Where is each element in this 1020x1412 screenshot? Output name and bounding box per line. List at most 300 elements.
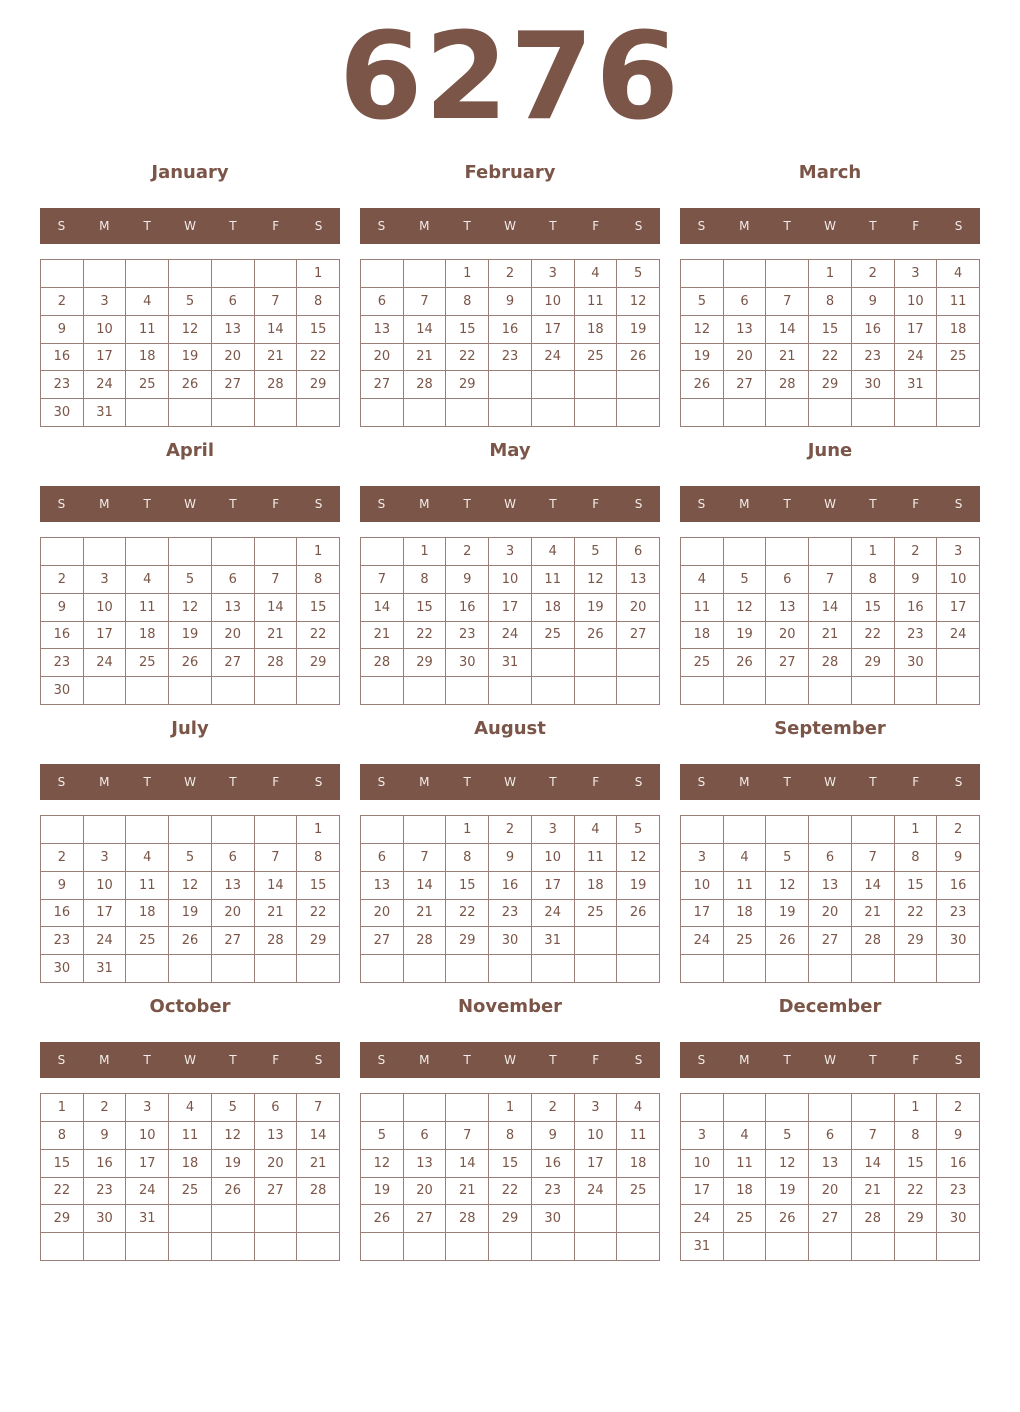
empty-cell <box>84 1233 127 1261</box>
empty-cell <box>212 677 255 705</box>
day-cell: 1 <box>41 1094 84 1122</box>
day-cell: 24 <box>84 649 127 677</box>
day-grid <box>40 537 340 705</box>
day-cell: 21 <box>446 1178 489 1206</box>
day-cell: 9 <box>41 316 84 344</box>
day-cell: 17 <box>681 900 724 928</box>
empty-cell <box>84 260 127 288</box>
day-cell: 25 <box>937 344 980 372</box>
day-cell: 19 <box>617 872 660 900</box>
day-cell: 17 <box>681 1178 724 1206</box>
weekday-label: M <box>419 1053 430 1067</box>
weekday-label: F <box>592 1053 600 1067</box>
day-cell: 19 <box>766 900 809 928</box>
empty-cell <box>361 260 404 288</box>
day-cell: 2 <box>489 260 532 288</box>
day-cell: 9 <box>446 566 489 594</box>
day-cell: 4 <box>126 288 169 316</box>
day-cell: 21 <box>852 900 895 928</box>
weekday-label: M <box>739 497 750 511</box>
day-cell: 14 <box>766 316 809 344</box>
day-cell: 21 <box>255 900 298 928</box>
month-august <box>360 716 660 983</box>
empty-cell <box>361 677 404 705</box>
weekday-label: T <box>549 775 557 789</box>
weekday-label: M <box>419 775 430 789</box>
day-cell: 27 <box>212 371 255 399</box>
weekday-label: S <box>634 775 643 789</box>
empty-cell <box>809 1094 852 1122</box>
empty-cell <box>852 399 895 427</box>
weekday-label: M <box>99 1053 110 1067</box>
empty-cell <box>404 677 447 705</box>
day-cell: 27 <box>809 1205 852 1233</box>
day-cell: 1 <box>895 1094 938 1122</box>
empty-cell <box>297 1233 340 1261</box>
empty-cell <box>255 538 298 566</box>
day-cell: 30 <box>852 371 895 399</box>
empty-cell <box>446 1233 489 1261</box>
empty-cell <box>404 1094 447 1122</box>
day-cell: 3 <box>681 844 724 872</box>
day-cell: 5 <box>575 538 618 566</box>
day-cell: 20 <box>809 1178 852 1206</box>
empty-cell <box>532 955 575 983</box>
day-cell: 24 <box>681 1205 724 1233</box>
day-cell: 23 <box>41 927 84 955</box>
day-cell: 8 <box>446 288 489 316</box>
day-cell: 20 <box>255 1150 298 1178</box>
day-cell: 15 <box>809 316 852 344</box>
day-cell: 2 <box>84 1094 127 1122</box>
weekday-label: W <box>824 1053 836 1067</box>
day-cell: 10 <box>532 288 575 316</box>
day-cell: 23 <box>446 622 489 650</box>
weekday-label: S <box>697 219 706 233</box>
weekday-header <box>680 1042 980 1078</box>
day-cell: 11 <box>617 1122 660 1150</box>
day-cell: 10 <box>575 1122 618 1150</box>
empty-cell <box>212 538 255 566</box>
day-cell: 30 <box>41 955 84 983</box>
day-cell: 5 <box>681 288 724 316</box>
day-cell: 1 <box>297 538 340 566</box>
empty-cell <box>809 1233 852 1261</box>
weekday-label: M <box>99 775 110 789</box>
empty-cell <box>255 399 298 427</box>
day-cell: 18 <box>169 1150 212 1178</box>
empty-cell <box>404 260 447 288</box>
empty-cell <box>809 677 852 705</box>
weekday-label: T <box>783 219 791 233</box>
day-cell: 23 <box>489 344 532 372</box>
empty-cell <box>532 649 575 677</box>
day-cell: 11 <box>126 594 169 622</box>
day-cell: 26 <box>681 371 724 399</box>
empty-cell <box>297 1205 340 1233</box>
day-cell: 14 <box>852 1150 895 1178</box>
empty-cell <box>937 1233 980 1261</box>
weekday-label: W <box>824 219 836 233</box>
day-cell: 16 <box>532 1150 575 1178</box>
day-cell: 1 <box>297 816 340 844</box>
empty-cell <box>937 399 980 427</box>
day-cell: 24 <box>84 371 127 399</box>
weekday-label: F <box>912 497 920 511</box>
day-cell: 25 <box>169 1178 212 1206</box>
day-cell: 4 <box>532 538 575 566</box>
day-cell: 24 <box>895 344 938 372</box>
day-cell: 9 <box>41 594 84 622</box>
day-cell: 16 <box>937 872 980 900</box>
empty-cell <box>724 260 767 288</box>
day-cell: 3 <box>532 816 575 844</box>
empty-cell <box>446 399 489 427</box>
weekday-header <box>360 764 660 800</box>
day-cell: 21 <box>255 622 298 650</box>
weekday-label: W <box>504 497 516 511</box>
day-cell: 18 <box>575 872 618 900</box>
weekday-label: S <box>377 497 386 511</box>
day-cell: 22 <box>895 900 938 928</box>
day-cell: 8 <box>404 566 447 594</box>
day-cell: 24 <box>126 1178 169 1206</box>
empty-cell <box>255 1233 298 1261</box>
day-cell: 14 <box>446 1150 489 1178</box>
empty-cell <box>255 1205 298 1233</box>
day-cell: 3 <box>84 844 127 872</box>
day-cell: 12 <box>681 316 724 344</box>
day-cell: 28 <box>297 1178 340 1206</box>
month-title: December <box>778 996 882 1017</box>
empty-cell <box>681 1094 724 1122</box>
day-cell: 8 <box>446 844 489 872</box>
day-cell: 30 <box>84 1205 127 1233</box>
weekday-label: S <box>634 497 643 511</box>
weekday-label: F <box>592 219 600 233</box>
day-cell: 3 <box>895 260 938 288</box>
weekday-label: S <box>57 775 66 789</box>
day-cell: 15 <box>297 872 340 900</box>
day-cell: 6 <box>617 538 660 566</box>
day-cell: 21 <box>361 622 404 650</box>
day-cell: 11 <box>126 872 169 900</box>
empty-cell <box>126 955 169 983</box>
day-cell: 9 <box>489 288 532 316</box>
day-cell: 27 <box>766 649 809 677</box>
weekday-label: F <box>592 775 600 789</box>
day-cell: 19 <box>617 316 660 344</box>
day-cell: 28 <box>404 927 447 955</box>
day-cell: 31 <box>895 371 938 399</box>
month-december <box>680 994 980 1261</box>
month-title: June <box>807 440 853 461</box>
empty-cell <box>361 538 404 566</box>
day-cell: 29 <box>297 371 340 399</box>
day-cell: 26 <box>169 371 212 399</box>
month-title: January <box>151 162 229 183</box>
weekday-label: M <box>99 497 110 511</box>
day-cell: 3 <box>84 566 127 594</box>
empty-cell <box>895 677 938 705</box>
weekday-label: F <box>912 219 920 233</box>
day-cell: 23 <box>895 622 938 650</box>
day-cell: 14 <box>404 872 447 900</box>
empty-cell <box>724 677 767 705</box>
empty-cell <box>895 1233 938 1261</box>
empty-cell <box>212 399 255 427</box>
day-cell: 22 <box>297 622 340 650</box>
day-cell: 12 <box>212 1122 255 1150</box>
empty-cell <box>766 260 809 288</box>
day-cell: 20 <box>212 622 255 650</box>
day-cell: 30 <box>895 649 938 677</box>
day-cell: 30 <box>532 1205 575 1233</box>
day-cell: 28 <box>404 371 447 399</box>
empty-cell <box>766 538 809 566</box>
day-cell: 2 <box>41 844 84 872</box>
day-cell: 27 <box>404 1205 447 1233</box>
month-october <box>40 994 340 1261</box>
day-cell: 25 <box>126 649 169 677</box>
day-cell: 16 <box>41 344 84 372</box>
empty-cell <box>84 816 127 844</box>
weekday-label: T <box>549 1053 557 1067</box>
empty-cell <box>169 677 212 705</box>
weekday-label: M <box>739 775 750 789</box>
empty-cell <box>489 399 532 427</box>
day-grid <box>40 815 340 983</box>
day-cell: 5 <box>617 816 660 844</box>
day-cell: 10 <box>937 566 980 594</box>
day-cell: 15 <box>852 594 895 622</box>
empty-cell <box>212 1233 255 1261</box>
day-cell: 4 <box>575 816 618 844</box>
day-cell: 9 <box>532 1122 575 1150</box>
weekday-label: S <box>697 1053 706 1067</box>
weekday-label: S <box>57 1053 66 1067</box>
day-cell: 16 <box>84 1150 127 1178</box>
day-cell: 2 <box>895 538 938 566</box>
empty-cell <box>575 1233 618 1261</box>
day-cell: 26 <box>361 1205 404 1233</box>
day-cell: 28 <box>255 649 298 677</box>
day-cell: 3 <box>532 260 575 288</box>
empty-cell <box>126 538 169 566</box>
weekday-label: T <box>463 497 471 511</box>
day-grid <box>680 1093 980 1261</box>
day-cell: 28 <box>255 927 298 955</box>
empty-cell <box>617 677 660 705</box>
day-cell: 30 <box>937 1205 980 1233</box>
empty-cell <box>575 927 618 955</box>
day-cell: 13 <box>809 872 852 900</box>
day-cell: 19 <box>361 1178 404 1206</box>
weekday-label: M <box>419 219 430 233</box>
empty-cell <box>169 1205 212 1233</box>
day-cell: 2 <box>446 538 489 566</box>
day-cell: 13 <box>766 594 809 622</box>
empty-cell <box>937 649 980 677</box>
month-june <box>680 438 980 705</box>
day-cell: 20 <box>212 344 255 372</box>
day-cell: 20 <box>361 900 404 928</box>
day-cell: 22 <box>895 1178 938 1206</box>
empty-cell <box>489 677 532 705</box>
empty-cell <box>809 399 852 427</box>
day-cell: 31 <box>681 1233 724 1261</box>
day-cell: 8 <box>809 288 852 316</box>
month-title: September <box>774 718 886 739</box>
day-cell: 11 <box>532 566 575 594</box>
day-cell: 2 <box>532 1094 575 1122</box>
empty-cell <box>681 955 724 983</box>
day-cell: 5 <box>169 844 212 872</box>
empty-cell <box>852 816 895 844</box>
empty-cell <box>617 1233 660 1261</box>
day-cell: 6 <box>212 288 255 316</box>
day-cell: 2 <box>41 288 84 316</box>
day-cell: 28 <box>766 371 809 399</box>
day-cell: 5 <box>724 566 767 594</box>
day-cell: 26 <box>766 927 809 955</box>
empty-cell <box>169 1233 212 1261</box>
weekday-label: S <box>314 1053 323 1067</box>
empty-cell <box>617 955 660 983</box>
day-cell: 28 <box>446 1205 489 1233</box>
day-cell: 7 <box>404 844 447 872</box>
day-cell: 4 <box>575 260 618 288</box>
empty-cell <box>681 677 724 705</box>
day-cell: 1 <box>895 816 938 844</box>
day-cell: 17 <box>895 316 938 344</box>
empty-cell <box>489 371 532 399</box>
weekday-label: S <box>954 1053 963 1067</box>
empty-cell <box>361 399 404 427</box>
day-cell: 29 <box>404 649 447 677</box>
empty-cell <box>84 677 127 705</box>
empty-cell <box>852 1233 895 1261</box>
day-cell: 15 <box>489 1150 532 1178</box>
day-cell: 1 <box>489 1094 532 1122</box>
weekday-label: S <box>57 497 66 511</box>
day-cell: 17 <box>575 1150 618 1178</box>
weekday-label: T <box>783 775 791 789</box>
day-cell: 8 <box>852 566 895 594</box>
weekday-label: T <box>869 1053 877 1067</box>
day-cell: 27 <box>809 927 852 955</box>
empty-cell <box>766 399 809 427</box>
empty-cell <box>852 1094 895 1122</box>
month-april <box>40 438 340 705</box>
day-cell: 23 <box>489 900 532 928</box>
empty-cell <box>361 1094 404 1122</box>
day-cell: 30 <box>41 677 84 705</box>
day-cell: 14 <box>361 594 404 622</box>
weekday-header <box>680 764 980 800</box>
day-cell: 26 <box>169 649 212 677</box>
day-cell: 22 <box>852 622 895 650</box>
day-cell: 8 <box>895 1122 938 1150</box>
day-cell: 17 <box>532 872 575 900</box>
weekday-label: S <box>377 1053 386 1067</box>
day-cell: 2 <box>41 566 84 594</box>
day-cell: 7 <box>766 288 809 316</box>
empty-cell <box>404 816 447 844</box>
empty-cell <box>212 816 255 844</box>
weekday-header <box>40 208 340 244</box>
weekday-label: T <box>143 1053 151 1067</box>
day-cell: 27 <box>212 649 255 677</box>
empty-cell <box>404 955 447 983</box>
day-cell: 11 <box>126 316 169 344</box>
weekday-label: S <box>377 775 386 789</box>
day-cell: 16 <box>489 872 532 900</box>
weekday-header <box>40 764 340 800</box>
day-cell: 22 <box>446 344 489 372</box>
empty-cell <box>41 260 84 288</box>
empty-cell <box>575 371 618 399</box>
day-cell: 12 <box>169 872 212 900</box>
month-march <box>680 160 980 427</box>
day-cell: 21 <box>297 1150 340 1178</box>
day-cell: 11 <box>575 844 618 872</box>
weekday-label: T <box>463 1053 471 1067</box>
weekday-label: S <box>954 775 963 789</box>
day-cell: 18 <box>575 316 618 344</box>
day-cell: 17 <box>126 1150 169 1178</box>
day-cell: 12 <box>617 288 660 316</box>
empty-cell <box>532 677 575 705</box>
day-cell: 25 <box>724 1205 767 1233</box>
month-title: May <box>489 440 531 461</box>
empty-cell <box>41 538 84 566</box>
weekday-header <box>680 486 980 522</box>
day-cell: 3 <box>489 538 532 566</box>
weekday-label: T <box>549 497 557 511</box>
day-cell: 6 <box>809 844 852 872</box>
day-cell: 12 <box>361 1150 404 1178</box>
day-cell: 10 <box>895 288 938 316</box>
day-cell: 20 <box>361 344 404 372</box>
day-cell: 1 <box>446 816 489 844</box>
weekday-label: T <box>783 1053 791 1067</box>
weekday-label: T <box>783 497 791 511</box>
weekday-label: M <box>739 1053 750 1067</box>
empty-cell <box>255 260 298 288</box>
day-cell: 8 <box>297 844 340 872</box>
weekday-label: F <box>272 775 280 789</box>
weekday-label: T <box>143 775 151 789</box>
weekday-label: M <box>419 497 430 511</box>
day-cell: 28 <box>255 371 298 399</box>
day-cell: 7 <box>809 566 852 594</box>
day-cell: 4 <box>126 566 169 594</box>
day-cell: 1 <box>297 260 340 288</box>
day-cell: 11 <box>724 872 767 900</box>
empty-cell <box>937 955 980 983</box>
day-cell: 23 <box>937 900 980 928</box>
day-cell: 9 <box>852 288 895 316</box>
day-cell: 19 <box>169 900 212 928</box>
day-cell: 12 <box>766 1150 809 1178</box>
empty-cell <box>255 955 298 983</box>
empty-cell <box>126 260 169 288</box>
day-cell: 28 <box>361 649 404 677</box>
day-cell: 23 <box>532 1178 575 1206</box>
weekday-label: T <box>229 219 237 233</box>
day-cell: 30 <box>937 927 980 955</box>
